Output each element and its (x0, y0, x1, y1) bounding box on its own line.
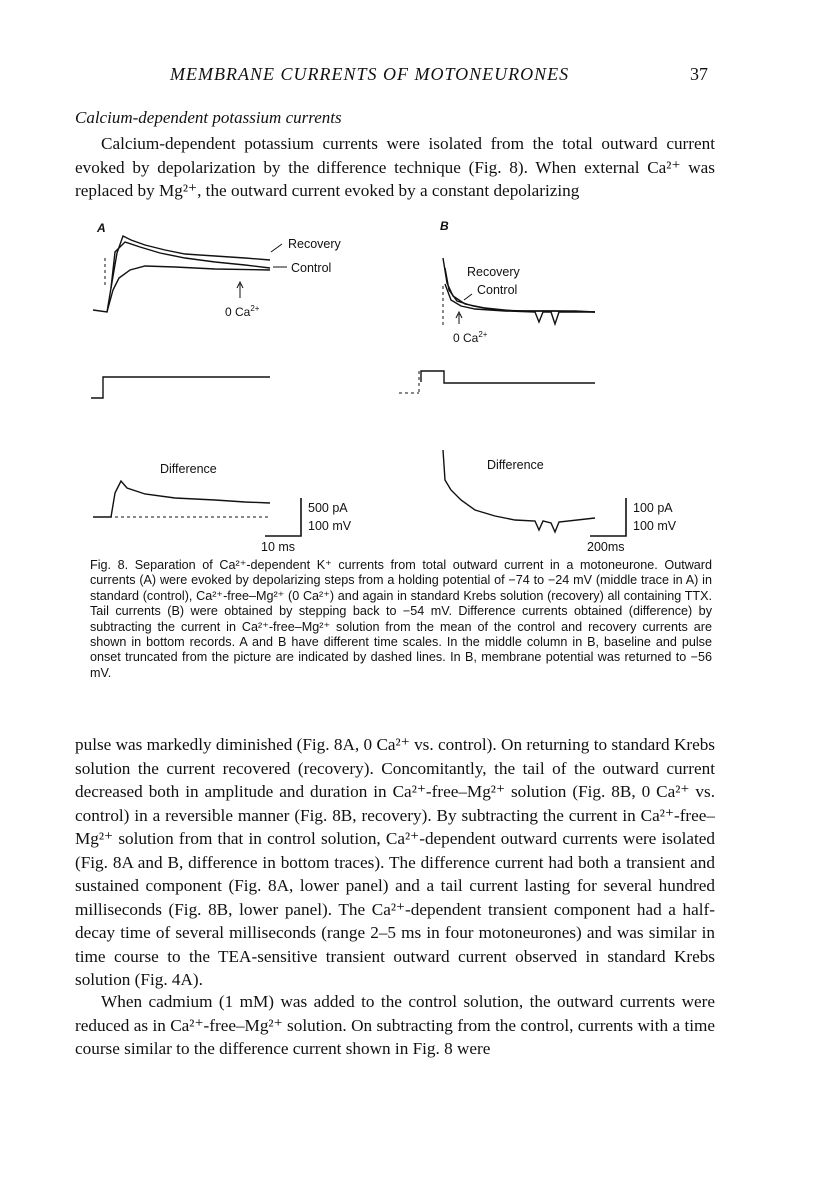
panel-a-scale-current: 500 pA (308, 501, 348, 515)
panel-b-recovery-label: Recovery (467, 265, 520, 279)
panel-a-difference-label: Difference (160, 462, 217, 476)
panel-a-recovery-label: Recovery (288, 237, 341, 251)
page-number: 37 (690, 64, 708, 84)
panel-b-scale-voltage: 100 mV (633, 519, 677, 533)
panel-a-voltage-step (91, 377, 270, 398)
running-title: MEMBRANE CURRENTS OF MOTONEURONES (170, 64, 570, 84)
panel-a-control-trace (111, 242, 270, 288)
panel-b-zero-ca-label: 0 $Ca^{2+}$ (453, 330, 488, 345)
figure-8 (75, 218, 735, 556)
intro-paragraph: Calcium-dependent potassium currents were isolated from the total outward current evoked by depolarization by the difference technique (Fig. 8). When external Ca²⁺ was replaced by Mg²⁺, the outward current evoked by a constant depolarizing (75, 134, 715, 200)
panel-b-difference-label: Difference (487, 458, 544, 472)
panel-b-scale-bar (590, 498, 626, 536)
panel-a-scale-time: 10 ms (261, 540, 296, 554)
panel-a-difference-trace (93, 481, 270, 517)
body-paragraph-2: pulse was markedly diminished (Fig. 8A, 0 Ca²⁺ vs. control). On returning to standard Krebs solution the current recovered (recovery). Concomitantly, the tail of the outward current decreased both in amplitude and duration in Ca²⁺-free–Mg²⁺ solution (Fig. 8B, 0 Ca²⁺ vs. control) in a reversible manner (Fig. 8B, recovery). By subtracting the current in Ca²⁺-free–Mg²⁺ solution from that in control solution, Ca²⁺-dependent outward currents were isolated (Fig. 8A and B, difference in bottom traces). The difference current had both a transient and sustained component (Fig. 8A, lower panel) and a tail current lasting for several hundred milliseconds (Fig. 8B, lower panel). The Ca²⁺-dependent transient component had a half-decay time of several milliseconds (range 2–5 ms in four motoneurones) and was similar in time course to the TEA-sensitive transient outward current observed in standard Krebs solution (Fig. 4A). (75, 735, 715, 989)
panel-a-label: A (97, 221, 106, 235)
panel-a-control-label: Control (291, 261, 332, 275)
panel-b-scale-time: 200ms (587, 540, 625, 554)
section-heading: Calcium-dependent potassium currents (75, 108, 342, 127)
panel-b-label: B (440, 219, 449, 233)
figure-caption: Fig. 8. Separation of Ca²⁺-dependent K⁺ currents from total outward current in a motoneurone. Outward currents (A) were evoked by depolarizing steps from a holding potential of −74 to −24 mV (middle trace in A) in standard (control), Ca²⁺-free–Mg²⁺ (0 Ca²⁺) and again in standard Krebs solution (recovery) all containing TTX. Tail currents (B) were obtained by stepping back to −54 mV. Difference currents obtained (difference) by subtracting the current in Ca²⁺-free–Mg²⁺ solution from the mean of the control and recovery currents are shown in bottom records. A and B have different time scales. In the middle column in B, baseline and pulse onset truncated from the picture are indicated by dashed lines. In B, membrane potential was returned to −56 mV. (90, 558, 712, 680)
body-paragraph-3: When cadmium (1 mM) was added to the control solution, the outward currents were reduced as in Ca²⁺-free–Mg²⁺ solution. On subtracting from the control, currents with a time course similar to the difference current shown in Fig. 8 were (75, 992, 715, 1058)
panel-b-voltage-step (421, 371, 595, 383)
panel-b-scale-current: 100 pA (633, 501, 673, 515)
panel-b-control-label: Control (477, 283, 518, 297)
panel-a-scale-voltage: 100 mV (308, 519, 352, 533)
panel-a-scale-bar (265, 498, 301, 536)
panel-a-zero-ca-label: 0 $Ca^{2+}$ (225, 304, 260, 319)
